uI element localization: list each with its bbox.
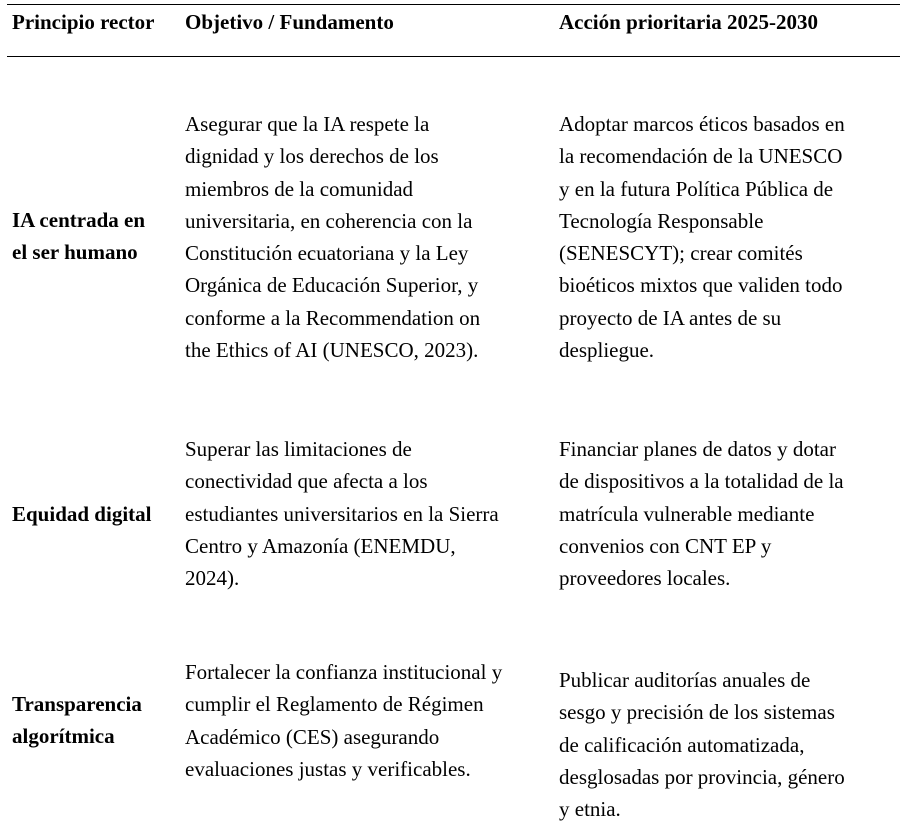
row-1-objective: Asegurar que la IA respete la dignidad y los derechos de los miembros de la comunidad universitaria, en coherencia con la Constitución ecuatoriana y la Ley Orgánica de Educación Superior, y conforme a la Recommendation on the Ethics of AI (UNESCO, 2023).	[185, 112, 481, 363]
row-3-principle: Transparencia algorítmica	[12, 692, 142, 749]
row-2-objective: Superar las limitaciones de conectividad que afecta a los estudiantes universitarios en la Sierra Centro y Amazonía (ENEMDU, 2024).	[185, 437, 499, 591]
row-3-action: Publicar auditorías anuales de sesgo y precisión de los sistemas de calificación automatizada, desglosadas por provincia, género y etnia.	[559, 668, 845, 822]
row-1-action: Adoptar marcos éticos basados en la recomendación de la UNESCO y en la futura Política Pública de Tecnología Responsable (SENESCYT); crear comités bioéticos mixtos que validen todo proyecto de IA antes de su despliegue.	[559, 112, 845, 363]
row-2-principle: Equidad digital	[12, 502, 152, 526]
header-rule	[7, 56, 900, 57]
header-principle: Principio rector	[12, 10, 155, 34]
header-objective: Objetivo / Fundamento	[185, 10, 394, 34]
row-2-action: Financiar planes de datos y dotar de dispositivos a la totalidad de la matrícula vulnerable mediante convenios con CNT EP y proveedores locales.	[559, 437, 844, 591]
table-top-rule	[7, 4, 900, 5]
header-action: Acción prioritaria 2025-2030	[559, 10, 818, 34]
row-3-objective: Fortalecer la confianza institucional y cumplir el Reglamento de Régimen Académico (CES) asegurando evaluaciones justas y verificables.	[185, 660, 503, 781]
row-1-principle: IA centrada en el ser humano	[12, 208, 145, 265]
